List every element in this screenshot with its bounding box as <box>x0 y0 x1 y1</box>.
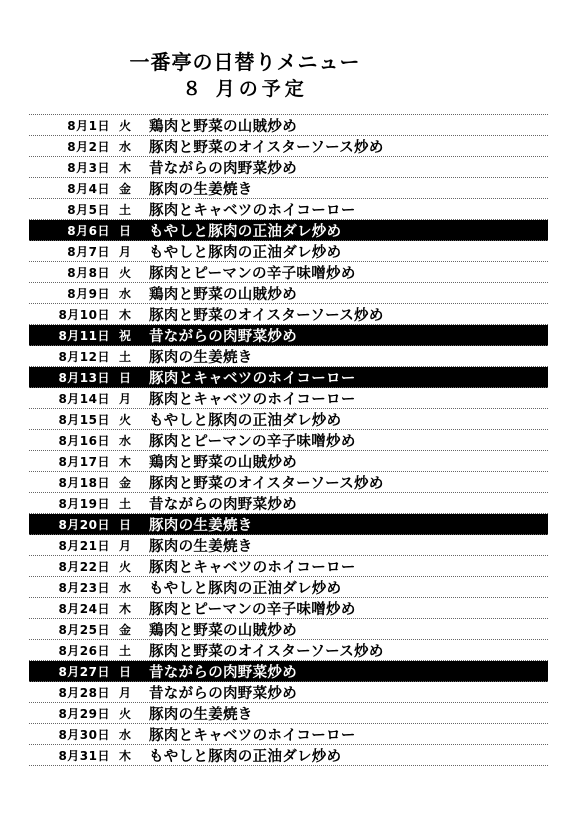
menu-dish: 豚肉の生姜焼き <box>149 538 253 555</box>
menu-date: 8月14日 <box>58 391 110 406</box>
menu-dish: 昔ながらの肉野菜炒め <box>149 328 297 345</box>
menu-date: 8月21日 <box>58 538 110 553</box>
menu-row <box>29 115 548 136</box>
menu-dish: 鶏肉と野菜の山賊炒め <box>149 118 297 135</box>
menu-weekday: 火 <box>118 265 131 280</box>
menu-date: 8月15日 <box>58 412 110 427</box>
menu-row <box>29 451 548 472</box>
menu-row <box>29 493 548 514</box>
menu-weekday: 水 <box>118 580 131 595</box>
menu-date: 8月19日 <box>58 496 110 511</box>
menu-row <box>29 556 548 577</box>
menu-weekday: 日 <box>118 517 131 532</box>
menu-weekday: 金 <box>118 622 131 637</box>
menu-weekday: 日 <box>118 370 131 385</box>
menu-date: 8月20日 <box>58 517 110 532</box>
menu-weekday: 水 <box>118 139 131 154</box>
menu-weekday: 金 <box>118 181 131 196</box>
menu-weekday: 木 <box>118 454 131 469</box>
menu-date: 8月31日 <box>58 748 110 763</box>
menu-row <box>29 430 548 451</box>
menu-weekday: 火 <box>118 706 131 721</box>
menu-date: 8月11日 <box>58 328 110 343</box>
menu-dish: 豚肉と野菜のオイスターソース炒め <box>149 475 384 492</box>
menu-date: 8月27日 <box>58 664 110 679</box>
menu-row <box>29 598 548 619</box>
menu-dish: 豚肉の生姜焼き <box>149 517 253 534</box>
menu-weekday: 火 <box>118 412 131 427</box>
menu-row <box>29 136 548 157</box>
menu-row <box>29 157 548 178</box>
menu-date: 8月25日 <box>58 622 110 637</box>
menu-weekday: 日 <box>118 664 131 679</box>
menu-dish: 鶏肉と野菜の山賊炒め <box>149 286 297 303</box>
page-subtitle: ８ 月の予定 <box>182 78 308 100</box>
menu-date: 8月24日 <box>58 601 110 616</box>
menu-dish: もやしと豚肉の正油ダレ炒め <box>149 412 342 429</box>
menu-dish: もやしと豚肉の正油ダレ炒め <box>149 244 342 261</box>
menu-dish: 豚肉の生姜焼き <box>149 706 253 723</box>
menu-row <box>29 472 548 493</box>
menu-weekday: 月 <box>118 391 131 406</box>
menu-date: 8月26日 <box>58 643 110 658</box>
menu-dish: 豚肉と野菜のオイスターソース炒め <box>149 643 384 660</box>
menu-date: 8月8日 <box>67 265 110 280</box>
menu-row <box>29 745 548 766</box>
menu-row <box>29 640 548 661</box>
menu-dish: 豚肉とキャベツのホイコーロー <box>149 727 356 744</box>
menu-row <box>29 178 548 199</box>
menu-row <box>29 682 548 703</box>
menu-weekday: 木 <box>118 601 131 616</box>
menu-date: 8月6日 <box>67 223 110 238</box>
menu-date: 8月22日 <box>58 559 110 574</box>
menu-weekday: 月 <box>118 538 131 553</box>
menu-row <box>29 241 548 262</box>
menu-row <box>29 577 548 598</box>
menu-weekday: 火 <box>118 559 131 574</box>
menu-weekday: 月 <box>118 244 131 259</box>
menu-date: 8月23日 <box>58 580 110 595</box>
menu-row-holiday <box>29 661 548 682</box>
menu-dish: 昔ながらの肉野菜炒め <box>149 664 297 681</box>
menu-dish: もやしと豚肉の正油ダレ炒め <box>149 748 342 765</box>
menu-dish: 豚肉の生姜焼き <box>149 181 253 198</box>
menu-weekday: 水 <box>118 286 131 301</box>
menu-row-holiday <box>29 514 548 535</box>
menu-weekday: 土 <box>118 349 131 364</box>
menu-row <box>29 304 548 325</box>
menu-date: 8月4日 <box>67 181 110 196</box>
menu-weekday: 祝 <box>118 328 131 343</box>
menu-weekday: 金 <box>118 475 131 490</box>
page-title: 一番亭の日替りメニュー <box>129 50 361 74</box>
menu-date: 8月7日 <box>67 244 110 259</box>
menu-date: 8月2日 <box>67 139 110 154</box>
menu-dish: 豚肉とキャベツのホイコーロー <box>149 559 356 576</box>
menu-weekday: 火 <box>118 118 131 133</box>
menu-dish: もやしと豚肉の正油ダレ炒め <box>149 223 342 240</box>
menu-date: 8月18日 <box>58 475 110 490</box>
menu-row <box>29 535 548 556</box>
menu-date: 8月28日 <box>58 685 110 700</box>
menu-row <box>29 346 548 367</box>
menu-weekday: 木 <box>118 307 131 322</box>
menu-row-holiday <box>29 220 548 241</box>
menu-dish: もやしと豚肉の正油ダレ炒め <box>149 580 342 597</box>
menu-date: 8月5日 <box>67 202 110 217</box>
menu-date: 8月9日 <box>67 286 110 301</box>
menu-dish: 鶏肉と野菜の山賊炒め <box>149 622 297 639</box>
menu-weekday: 土 <box>118 496 131 511</box>
menu-date: 8月17日 <box>58 454 110 469</box>
menu-row <box>29 619 548 640</box>
menu-weekday: 木 <box>118 160 131 175</box>
menu-row <box>29 199 548 220</box>
menu-row <box>29 409 548 430</box>
menu-dish: 豚肉とキャベツのホイコーロー <box>149 370 356 387</box>
menu-row-holiday <box>29 325 548 346</box>
menu-weekday: 木 <box>118 748 131 763</box>
menu-weekday: 月 <box>118 685 131 700</box>
menu-table <box>29 114 548 766</box>
menu-date: 8月13日 <box>58 370 110 385</box>
menu-row <box>29 262 548 283</box>
menu-dish: 豚肉の生姜焼き <box>149 349 253 366</box>
menu-row <box>29 283 548 304</box>
menu-date: 8月10日 <box>58 307 110 322</box>
menu-dish: 昔ながらの肉野菜炒め <box>149 685 297 702</box>
menu-dish: 豚肉と野菜のオイスターソース炒め <box>149 139 384 156</box>
menu-date: 8月12日 <box>58 349 110 364</box>
menu-dish: 豚肉とピーマンの辛子味噌炒め <box>149 601 356 618</box>
menu-row <box>29 724 548 745</box>
menu-dish: 豚肉と野菜のオイスターソース炒め <box>149 307 384 324</box>
menu-date: 8月1日 <box>67 118 110 133</box>
menu-date: 8月3日 <box>67 160 110 175</box>
menu-weekday: 日 <box>118 223 131 238</box>
menu-dish: 昔ながらの肉野菜炒め <box>149 496 297 513</box>
menu-row <box>29 703 548 724</box>
menu-weekday: 水 <box>118 433 131 448</box>
menu-date: 8月16日 <box>58 433 110 448</box>
menu-dish: 豚肉とピーマンの辛子味噌炒め <box>149 265 356 282</box>
menu-weekday: 水 <box>118 727 131 742</box>
menu-weekday: 土 <box>118 202 131 217</box>
menu-dish: 鶏肉と野菜の山賊炒め <box>149 454 297 471</box>
menu-dish: 豚肉とキャベツのホイコーロー <box>149 202 356 219</box>
menu-date: 8月30日 <box>58 727 110 742</box>
menu-row <box>29 388 548 409</box>
menu-dish: 豚肉とピーマンの辛子味噌炒め <box>149 433 356 450</box>
menu-dish: 昔ながらの肉野菜炒め <box>149 160 297 177</box>
menu-dish: 豚肉とキャベツのホイコーロー <box>149 391 356 408</box>
menu-weekday: 土 <box>118 643 131 658</box>
menu-date: 8月29日 <box>58 706 110 721</box>
menu-row-holiday <box>29 367 548 388</box>
